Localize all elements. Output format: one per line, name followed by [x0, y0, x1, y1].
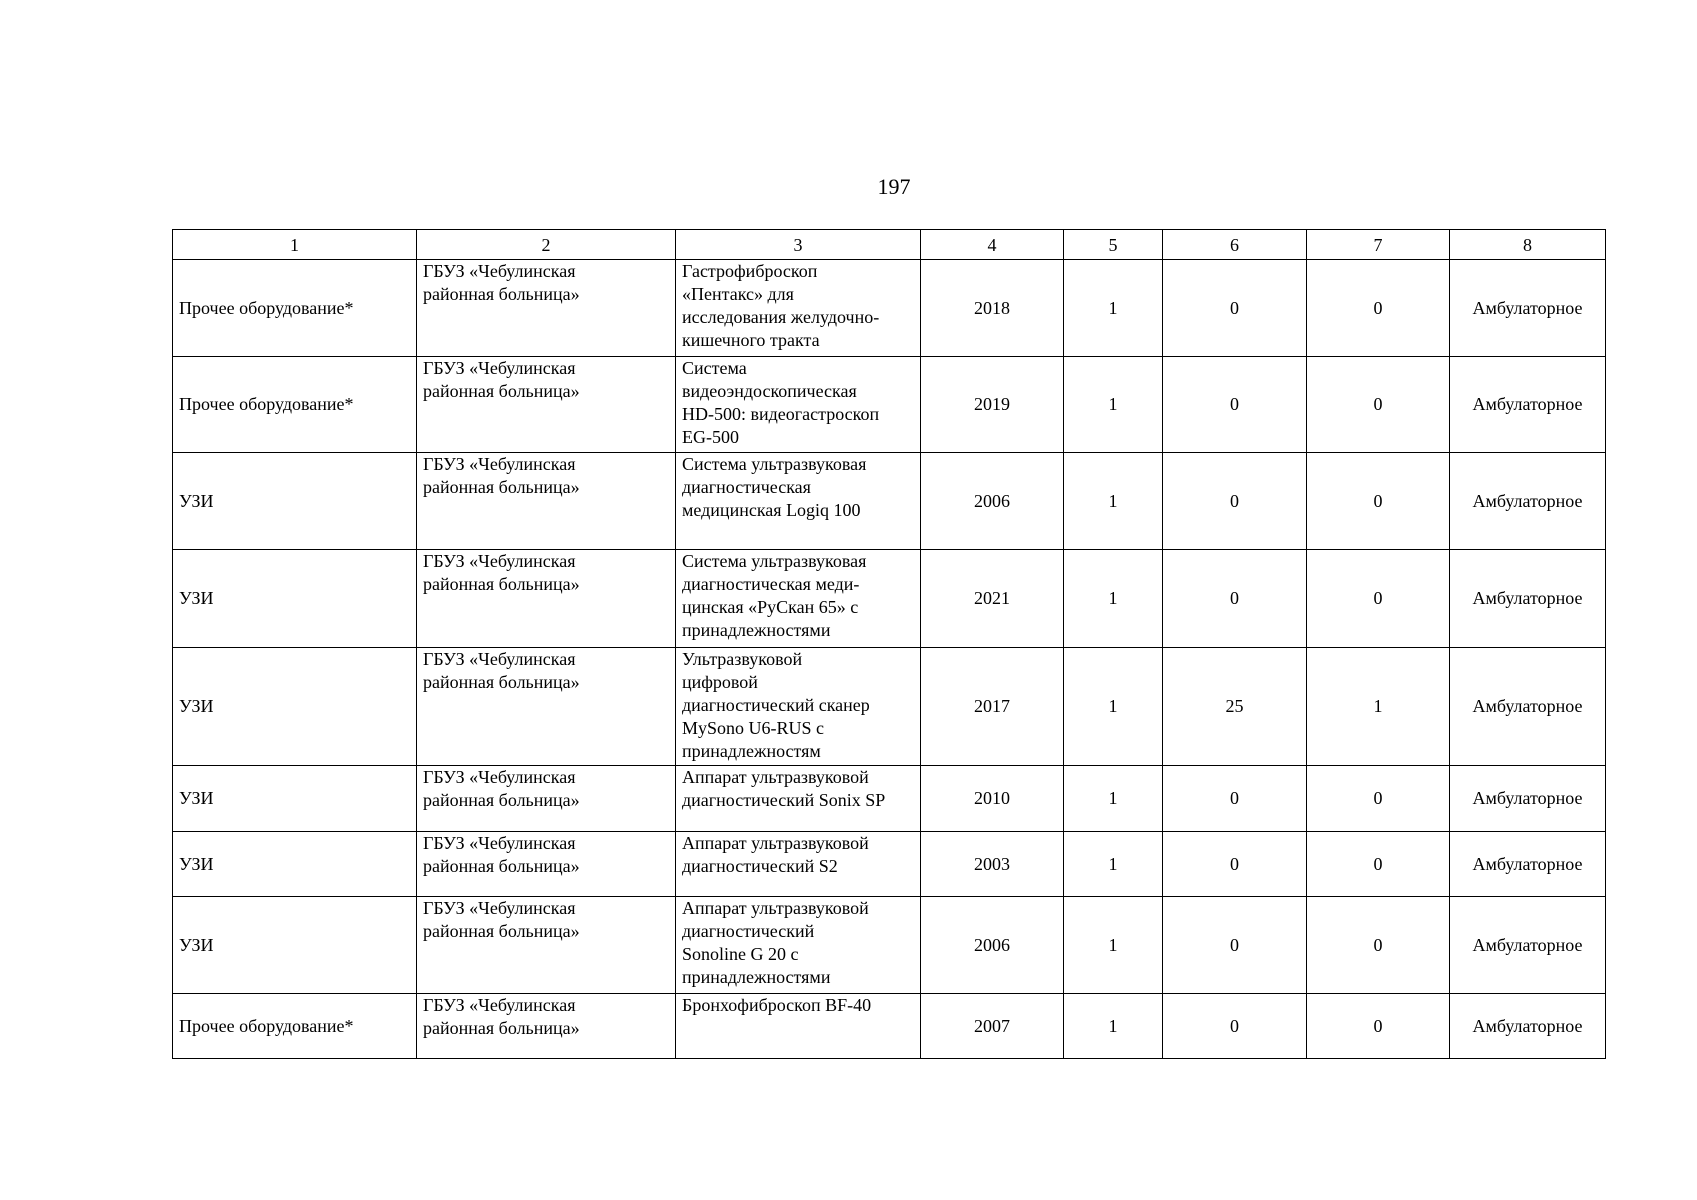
organization-cell — [417, 766, 676, 832]
column-6-cell: 0 — [1163, 260, 1307, 357]
table-row — [173, 357, 1606, 453]
column-7-cell: 1 — [1307, 648, 1450, 766]
equipment-name-text: Система ультразвуковая диагностическая медицинская Logiq 100 — [682, 454, 867, 520]
organization-text: ГБУЗ «Чебулинская районная больница» — [423, 454, 580, 497]
year-cell: 2007 — [921, 994, 1064, 1059]
year-cell: 2017 — [921, 648, 1064, 766]
equipment-type-cell: УЗИ — [173, 550, 417, 648]
year-cell: 2006 — [921, 453, 1064, 550]
column-7-cell: 0 — [1307, 832, 1450, 897]
header-row — [173, 230, 1606, 260]
equipment-name-cell — [676, 897, 921, 994]
table-row — [173, 897, 1606, 994]
organization-cell — [417, 357, 676, 453]
equipment-name-text: Ультразвуковой цифровой диагностический сканер MySono U6-RUS с принадлежностям — [682, 649, 870, 761]
year-cell: 2019 — [921, 357, 1064, 453]
care-condition-cell: Амбулаторное — [1450, 994, 1606, 1059]
equipment-name-text: Аппарат ультразвуковой диагностический Sonix SP — [682, 767, 886, 810]
equipment-name-cell — [676, 453, 921, 550]
column-header-1: 1 — [173, 230, 417, 260]
equipment-name-cell — [676, 994, 921, 1059]
equipment-type-cell: УЗИ — [173, 648, 417, 766]
column-header-6: 6 — [1163, 230, 1307, 260]
care-condition-cell: Амбулаторное — [1450, 648, 1606, 766]
equipment-name-text: Аппарат ультразвуковой диагностический S2 — [682, 833, 869, 876]
column-6-cell: 0 — [1163, 832, 1307, 897]
quantity-cell: 1 — [1064, 994, 1163, 1059]
care-condition-cell: Амбулаторное — [1450, 260, 1606, 357]
quantity-cell: 1 — [1064, 832, 1163, 897]
column-6-cell: 0 — [1163, 550, 1307, 648]
equipment-type-cell: Прочее оборудование* — [173, 260, 417, 357]
equipment-table — [172, 229, 1606, 1059]
quantity-cell: 1 — [1064, 357, 1163, 453]
care-condition-cell: Амбулаторное — [1450, 357, 1606, 453]
year-cell: 2003 — [921, 832, 1064, 897]
table-row — [173, 453, 1606, 550]
column-7-cell: 0 — [1307, 994, 1450, 1059]
column-7-cell: 0 — [1307, 766, 1450, 832]
column-6-cell: 0 — [1163, 994, 1307, 1059]
column-6-cell: 0 — [1163, 897, 1307, 994]
care-condition-cell: Амбулаторное — [1450, 766, 1606, 832]
column-7-cell: 0 — [1307, 453, 1450, 550]
table-row — [173, 648, 1606, 766]
organization-text: ГБУЗ «Чебулинская районная больница» — [423, 833, 580, 876]
table-row — [173, 994, 1606, 1059]
equipment-name-cell — [676, 648, 921, 766]
organization-cell — [417, 897, 676, 994]
organization-text: ГБУЗ «Чебулинская районная больница» — [423, 551, 580, 594]
equipment-type-cell: УЗИ — [173, 766, 417, 832]
equipment-name-cell — [676, 550, 921, 648]
quantity-cell: 1 — [1064, 550, 1163, 648]
organization-text: ГБУЗ «Чебулинская районная больница» — [423, 995, 580, 1038]
equipment-name-text: Система видеоэндоскопическая HD-500: видеогастроскоп EG-500 — [682, 358, 880, 447]
organization-cell — [417, 832, 676, 897]
organization-text: ГБУЗ «Чебулинская районная больница» — [423, 767, 580, 810]
organization-cell — [417, 994, 676, 1059]
equipment-type-cell: Прочее оборудование* — [173, 357, 417, 453]
column-7-cell: 0 — [1307, 260, 1450, 357]
equipment-name-cell — [676, 766, 921, 832]
organization-cell — [417, 260, 676, 357]
quantity-cell: 1 — [1064, 260, 1163, 357]
year-cell: 2021 — [921, 550, 1064, 648]
column-header-7: 7 — [1307, 230, 1450, 260]
column-7-cell: 0 — [1307, 897, 1450, 994]
quantity-cell: 1 — [1064, 453, 1163, 550]
year-cell: 2006 — [921, 897, 1064, 994]
equipment-type-cell: УЗИ — [173, 897, 417, 994]
column-6-cell: 25 — [1163, 648, 1307, 766]
equipment-type-cell: УЗИ — [173, 453, 417, 550]
equipment-name-cell — [676, 357, 921, 453]
organization-text: ГБУЗ «Чебулинская районная больница» — [423, 358, 580, 401]
equipment-name-text: Система ультразвуковая диагностическая меди- цинская «РуСкан 65» с принадлежностями — [682, 551, 867, 640]
organization-text: ГБУЗ «Чебулинская районная больница» — [423, 261, 580, 304]
care-condition-cell: Амбулаторное — [1450, 453, 1606, 550]
table-row — [173, 766, 1606, 832]
table-row — [173, 832, 1606, 897]
table-header — [173, 230, 1606, 260]
column-header-4: 4 — [921, 230, 1064, 260]
equipment-name-text: Бронхофиброскоп BF-40 — [682, 995, 872, 1015]
year-cell: 2018 — [921, 260, 1064, 357]
quantity-cell: 1 — [1064, 897, 1163, 994]
equipment-type-cell: Прочее оборудование* — [173, 994, 417, 1059]
organization-text: ГБУЗ «Чебулинская районная больница» — [423, 898, 580, 941]
table-row — [173, 260, 1606, 357]
column-header-2: 2 — [417, 230, 676, 260]
care-condition-cell: Амбулаторное — [1450, 897, 1606, 994]
organization-cell — [417, 453, 676, 550]
care-condition-cell: Амбулаторное — [1450, 832, 1606, 897]
year-cell: 2010 — [921, 766, 1064, 832]
equipment-name-cell — [676, 832, 921, 897]
column-header-5: 5 — [1064, 230, 1163, 260]
equipment-name-cell — [676, 260, 921, 357]
care-condition-cell: Амбулаторное — [1450, 550, 1606, 648]
column-6-cell: 0 — [1163, 766, 1307, 832]
column-6-cell: 0 — [1163, 453, 1307, 550]
column-6-cell: 0 — [1163, 357, 1307, 453]
organization-cell — [417, 648, 676, 766]
column-header-8: 8 — [1450, 230, 1606, 260]
column-7-cell: 0 — [1307, 550, 1450, 648]
organization-text: ГБУЗ «Чебулинская районная больница» — [423, 649, 580, 692]
equipment-name-text: Гастрофиброскоп «Пентакс» для исследования желудочно- кишечного тракта — [682, 261, 880, 350]
column-7-cell: 0 — [1307, 357, 1450, 453]
equipment-name-text: Аппарат ультразвуковой диагностический Sonoline G 20 с принадлежностями — [682, 898, 869, 987]
quantity-cell: 1 — [1064, 766, 1163, 832]
table-row — [173, 550, 1606, 648]
equipment-type-cell: УЗИ — [173, 832, 417, 897]
table-body — [173, 260, 1606, 1059]
page-number: 197 — [877, 174, 911, 199]
quantity-cell: 1 — [1064, 648, 1163, 766]
organization-cell — [417, 550, 676, 648]
column-header-3: 3 — [676, 230, 921, 260]
